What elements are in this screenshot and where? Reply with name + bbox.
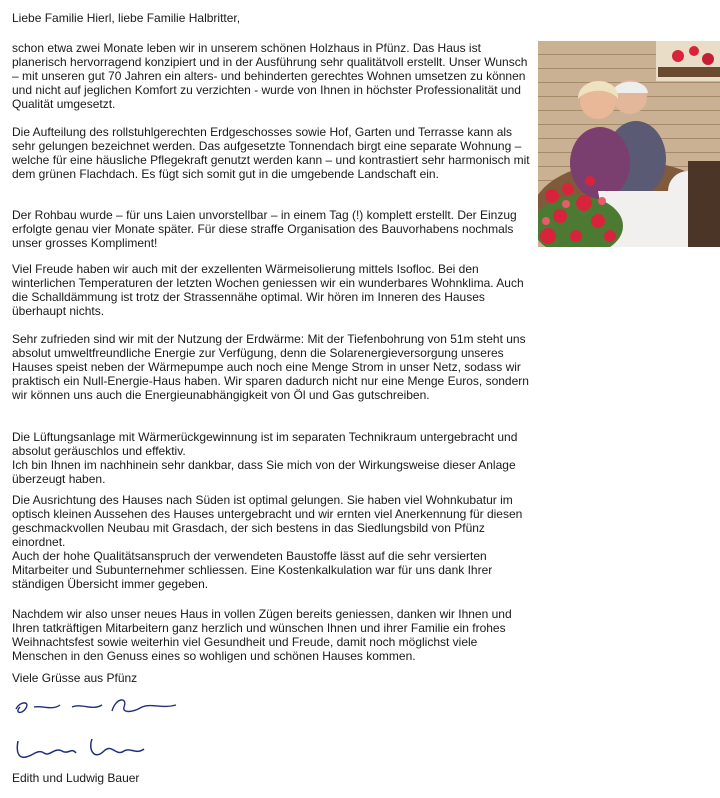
letter-paragraph [12, 493, 530, 591]
paragraph-text: Die Aufteilung des rollstuhlgerechten Erdgeschosses sowie Hof, Garten und Terrasse kann als sehr gelungen bezeichnet werden. Das aufgesetzte Tonnendach birgt eine separate Wohnung – welche für eine häusliche Pflegekraft genutzt werden kann – und kontrastiert sehr harmonisch mit dem grünen Flachdach. Es fügt sich somit gut in die umgebende Landschaft ein. [12, 125, 530, 181]
paragraph-text: Nachdem wir also unser neues Haus in vollen Zügen bereits geniessen, danken wir Ihnen und Ihren tatkräftigen Mitarbeitern ganz herzlich und wünschen Ihnen und ihrer Familie ein frohes Weihnachtsfest sowie weiterhin viel Gesundheit und Freude, damit noch möglichst viele Menschen in den Genuss eines so wohligen und schönen Hauses kommen. [12, 607, 512, 663]
letter-paragraph [12, 208, 530, 250]
letter-signoff: Edith und Ludwig Bauer [12, 771, 140, 785]
paragraph-text: schon etwa zwei Monate leben wir in unserem schönen Holzhaus in Pfünz. Das Haus ist planerisch hervorragend konzipiert und in der Ausführung sehr qualitätvoll erstellt. Unser Wunsch – mit unseren gut 70 Jahren ein alters- und behinderten gerechtes Wohnen umsetzen zu können und nicht auf jeglichen Komfort zu verzichten - wurde von Ihnen in höchster Professionalität und Qualität umgesetzt. [12, 41, 528, 111]
letter-paragraph [12, 41, 530, 111]
signature-edith [12, 693, 182, 721]
paragraph-text: Sehr zufrieden sind wir mit der Nutzung der Erdwärme: Mit der Tiefenbohrung von 51m steht uns absolut umweltfreundliche Energie zur Verfügung, denn die Solarenergieversorgung unseres Hauses speist neben der Wärmepumpe auch noch eine Menge Strom in unser Netz, sodass wir praktisch ein Null-Energie-Haus haben. Wir sparen dadurch nicht nur eine Menge Euros, sondern wir können uns auch die Energieunabhängigkeit von Öl und Gas gutschreiben. [12, 332, 529, 402]
paragraph-text: Der Rohbau wurde – für uns Laien unvorstellbar – in einem Tag (!) komplett erstellt. Der Einzug erfolgte genau vier Monate später. Für diese straffe Organisation des Bauvorhabens nochmals unser grosses Kompliment! [12, 208, 517, 250]
letter-paragraph [12, 262, 530, 318]
paragraph-text: Auch der hohe Qualitätsanspruch der verwendeten Baustoffe lässt auf die sehr versierten Mitarbeiter und Subunternehmer schliessen. Eine Kostenkalkulation war für uns dank Ihrer ständigen Übersicht immer gegeben. [12, 549, 493, 591]
paragraph-text: Ich bin Ihnen im nachhinein sehr dankbar, dass Sie mich von der Wirkungsweise dieser Anlage überzeugt haben. [12, 458, 516, 486]
letter-paragraph [12, 125, 530, 181]
letter-paragraph [12, 607, 530, 663]
letter-paragraph [12, 430, 530, 486]
letter-paragraph [12, 332, 530, 402]
paragraph-text: Viel Freude haben wir auch mit der exzellenten Wärmeisolierung mittels Isofloc. Bei den winterlichen Temperaturen der letzten Wochen geniessen wir ein wunderbares Wohnklima. Auch die Schalldämmung ist trotz der Strassennähe optimal. Wir hören im Inneren des Hauses überhaupt nichts. [12, 262, 524, 318]
letter-closing: Viele Grüsse aus Pfünz [12, 671, 138, 685]
paragraph-text: Die Ausrichtung des Hauses nach Süden ist optimal gelungen. Sie haben viel Wohnkubatur im optisch kleinen Aussehen des Hauses untergebracht und wir ernten viel Anerkennung für diesen geschmackvollen Neubau mit Grasdach, der sich bestens in das Siedlungsbild von Pfünz einordnet. [12, 493, 523, 549]
couple-photo [538, 41, 720, 247]
letter-greeting: Liebe Familie Hierl, liebe Familie Halbritter, [12, 11, 241, 25]
signature-ludwig [12, 733, 152, 767]
paragraph-text: Die Lüftungsanlage mit Wärmerückgewinnung ist im separaten Technikraum untergebracht und absolut geräuschlos und effektiv. [12, 430, 518, 458]
